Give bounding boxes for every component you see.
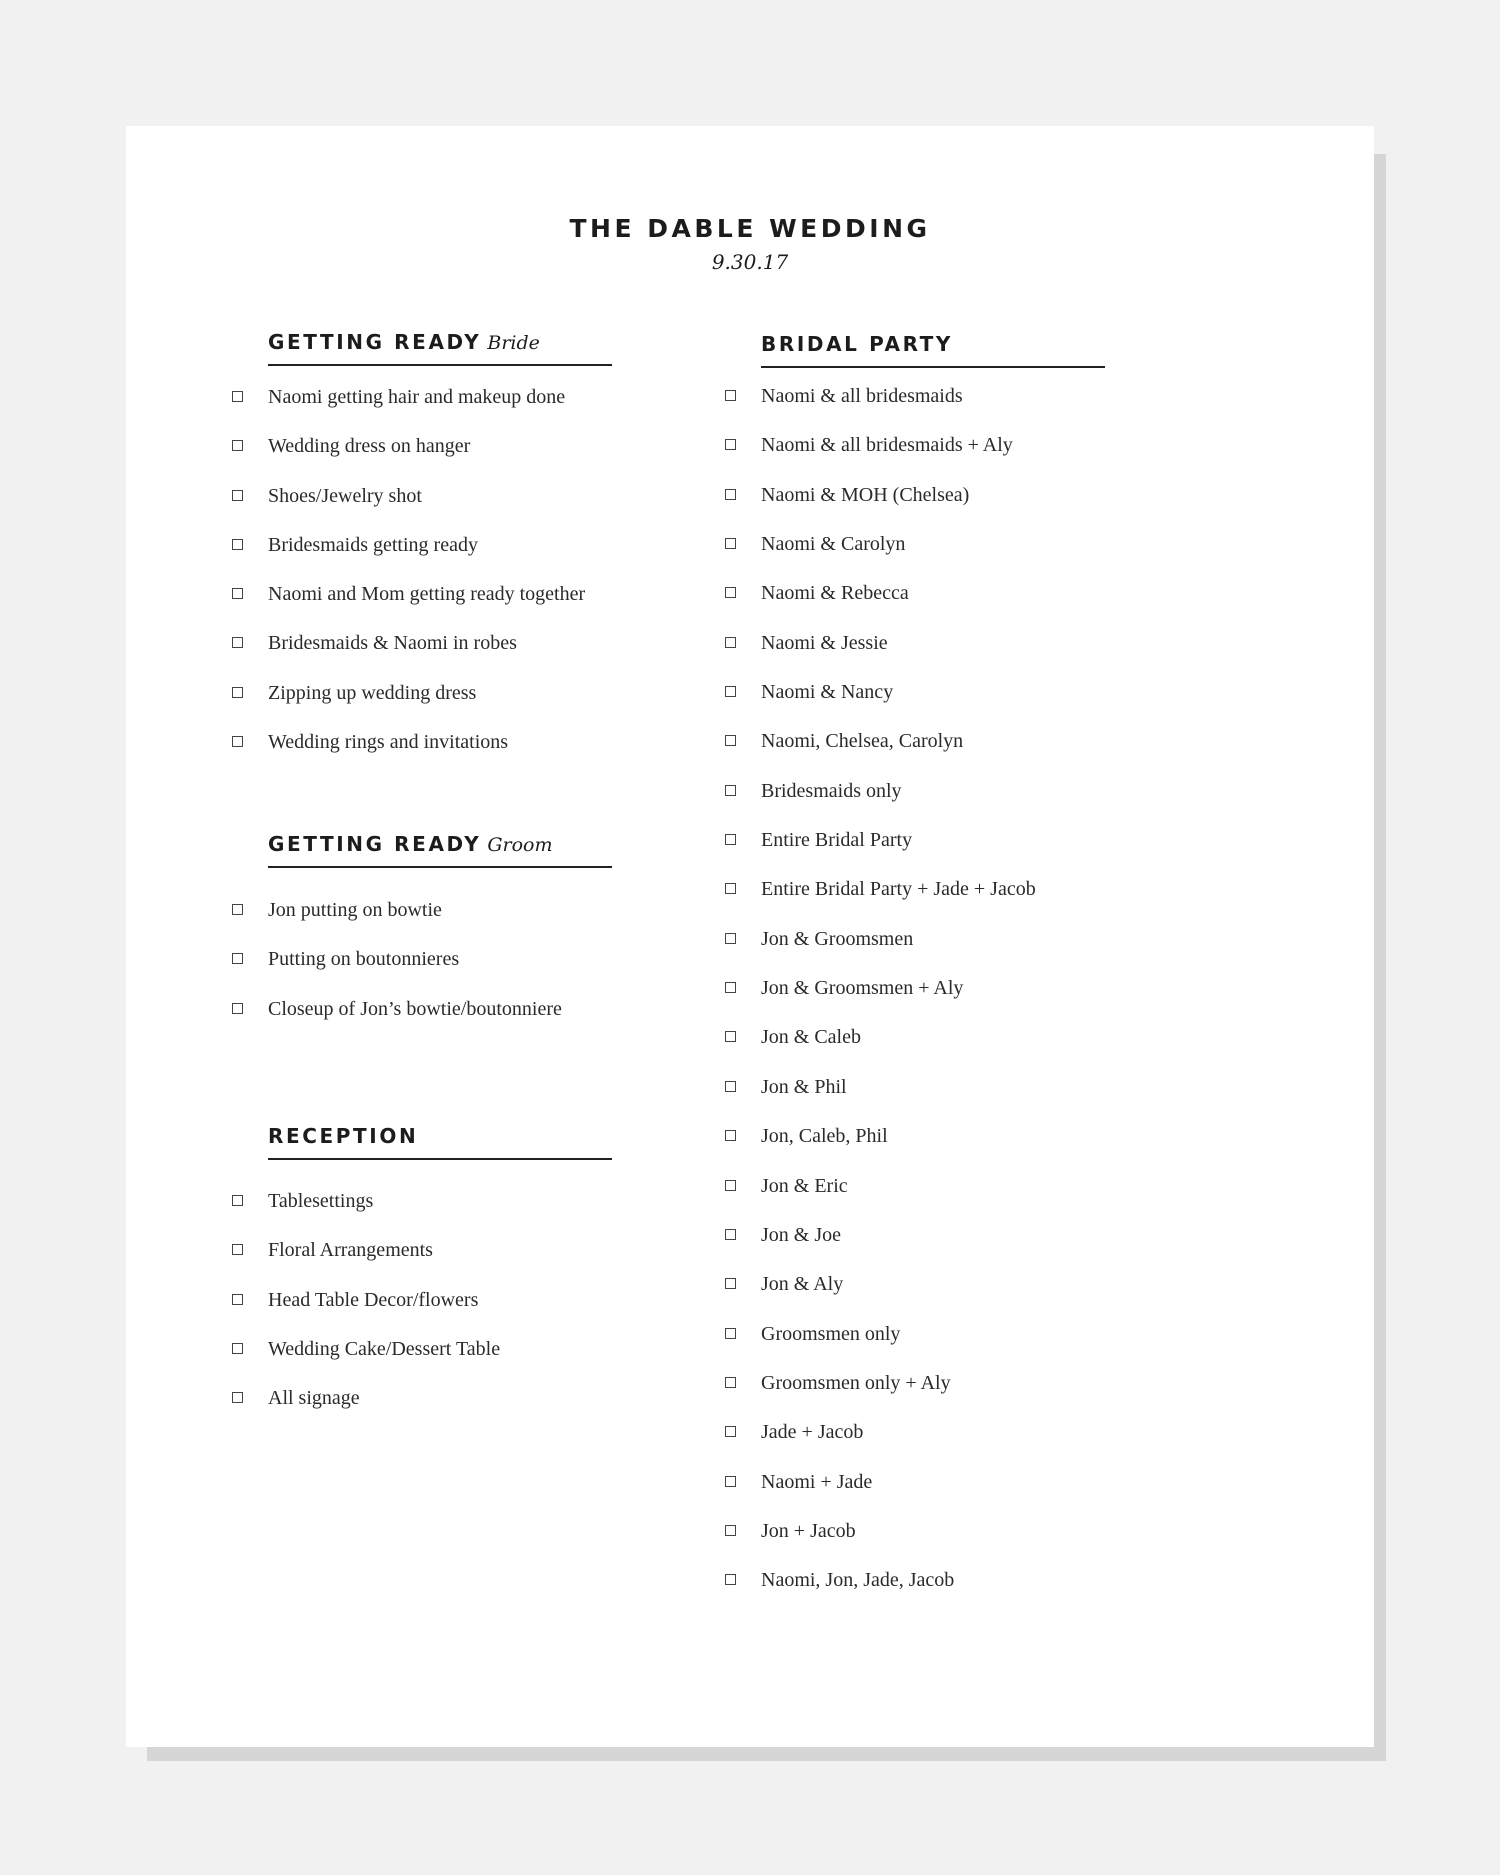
checklist-item-label: Jon & Caleb bbox=[761, 1026, 861, 1049]
checkbox[interactable] bbox=[725, 883, 736, 894]
document-title: THE DABLE WEDDING bbox=[569, 214, 931, 243]
checklist-item-label: Naomi getting hair and makeup done bbox=[268, 386, 566, 408]
checklist-item-label: Zipping up wedding dress bbox=[268, 681, 477, 704]
checkbox[interactable] bbox=[725, 982, 736, 993]
checkbox[interactable] bbox=[232, 440, 243, 451]
checkbox[interactable] bbox=[725, 834, 736, 845]
checklist-item-label: Putting on boutonnieres bbox=[268, 948, 460, 971]
checklist-item-label: Jon, Caleb, Phil bbox=[761, 1125, 888, 1148]
checkbox[interactable] bbox=[725, 1525, 736, 1536]
document-page bbox=[126, 126, 1374, 1747]
checkbox[interactable] bbox=[232, 1244, 243, 1255]
checkbox[interactable] bbox=[232, 588, 243, 599]
checkbox[interactable] bbox=[725, 686, 736, 697]
checkbox[interactable] bbox=[232, 953, 243, 964]
checkbox[interactable] bbox=[725, 637, 736, 648]
checkbox[interactable] bbox=[232, 391, 243, 402]
checkbox[interactable] bbox=[232, 539, 243, 550]
checkbox[interactable] bbox=[232, 1003, 243, 1014]
checkbox[interactable] bbox=[725, 538, 736, 549]
checklist-item-label: Jon & Eric bbox=[761, 1174, 848, 1197]
section-title: GETTING READY bbox=[268, 832, 482, 856]
checklist-item-label: Bridesmaids & Naomi in robes bbox=[268, 632, 517, 655]
checklist-item-label: Groomsmen only bbox=[761, 1322, 901, 1345]
checklist-item-label: Jon & Phil bbox=[761, 1075, 847, 1098]
document-date: 9.30.17 bbox=[711, 250, 789, 274]
checkbox[interactable] bbox=[725, 587, 736, 598]
checklist-item-label: All signage bbox=[268, 1387, 360, 1410]
checkbox[interactable] bbox=[725, 1328, 736, 1339]
checkbox[interactable] bbox=[725, 785, 736, 796]
checkbox[interactable] bbox=[232, 736, 243, 747]
checklist-item-label: Jade + Jacob bbox=[761, 1421, 864, 1444]
checklist-item-label: Wedding dress on hanger bbox=[268, 435, 471, 458]
section-subtitle: Groom bbox=[487, 834, 553, 856]
checklist-item-label: Naomi + Jade bbox=[761, 1470, 873, 1493]
checkbox[interactable] bbox=[232, 904, 243, 915]
checklist-item-label: Closeup of Jon’s bowtie/boutonniere bbox=[268, 997, 562, 1020]
checklist-item-label: Entire Bridal Party bbox=[761, 829, 913, 852]
checklist-item-label: Jon & Groomsmen bbox=[761, 927, 914, 950]
checkbox[interactable] bbox=[725, 1377, 736, 1388]
section-title: RECEPTION bbox=[268, 1124, 419, 1148]
checkbox[interactable] bbox=[232, 1195, 243, 1206]
checklist-item-label: Naomi & Carolyn bbox=[761, 533, 906, 556]
checklist-item-label: Naomi, Chelsea, Carolyn bbox=[761, 730, 964, 753]
checklist-item-label: Wedding Cake/Dessert Table bbox=[268, 1337, 501, 1360]
checkbox[interactable] bbox=[725, 489, 736, 500]
checklist-item-label: Jon + Jacob bbox=[761, 1519, 856, 1542]
checkbox[interactable] bbox=[725, 735, 736, 746]
checkbox[interactable] bbox=[725, 1426, 736, 1437]
checkbox[interactable] bbox=[232, 687, 243, 698]
checklist-item-label: Jon & Groomsmen + Aly bbox=[761, 977, 964, 1000]
checklist-item-label: Naomi and Mom getting ready together bbox=[268, 583, 586, 606]
section-title: GETTING READY bbox=[268, 330, 482, 354]
checklist-item-label: Naomi, Jon, Jade, Jacob bbox=[761, 1569, 955, 1592]
checkbox[interactable] bbox=[725, 1031, 736, 1042]
checkbox[interactable] bbox=[725, 933, 736, 944]
checklist-item-label: Naomi & all bridesmaids bbox=[761, 385, 963, 407]
checklist-item-label: Jon & Joe bbox=[761, 1223, 841, 1246]
checkbox[interactable] bbox=[232, 637, 243, 648]
checkbox[interactable] bbox=[725, 390, 736, 401]
checkbox[interactable] bbox=[725, 1229, 736, 1240]
section-header bbox=[268, 330, 612, 366]
checklist-item-label: Entire Bridal Party + Jade + Jacob bbox=[761, 878, 1036, 901]
section-header bbox=[761, 332, 1105, 368]
checkbox[interactable] bbox=[232, 1343, 243, 1354]
section-header bbox=[268, 1124, 612, 1160]
section-title: BRIDAL PARTY bbox=[761, 332, 954, 356]
checklist-item-label: Tablesettings bbox=[268, 1190, 374, 1212]
checkbox[interactable] bbox=[725, 1130, 736, 1141]
checkbox[interactable] bbox=[725, 1081, 736, 1092]
checklist-item-label: Naomi & all bridesmaids + Aly bbox=[761, 434, 1013, 457]
checklist-item-label: Head Table Decor/flowers bbox=[268, 1288, 479, 1311]
checklist-item-label: Jon putting on bowtie bbox=[268, 899, 442, 921]
checkbox[interactable] bbox=[232, 1392, 243, 1403]
checkbox[interactable] bbox=[725, 1180, 736, 1191]
checklist-item-label: Bridesmaids getting ready bbox=[268, 533, 478, 556]
section-header bbox=[268, 832, 612, 868]
checklist-item-label: Jon & Aly bbox=[761, 1273, 844, 1296]
checklist-item-label: Naomi & MOH (Chelsea) bbox=[761, 483, 970, 506]
checklist-item-label: Bridesmaids only bbox=[761, 779, 902, 802]
checkbox[interactable] bbox=[725, 1476, 736, 1487]
checkbox[interactable] bbox=[725, 1574, 736, 1585]
checklist-item-label: Naomi & Nancy bbox=[761, 681, 894, 704]
checkbox[interactable] bbox=[232, 1294, 243, 1305]
checklist-item-label: Shoes/Jewelry shot bbox=[268, 484, 422, 507]
checklist-item-label: Wedding rings and invitations bbox=[268, 731, 509, 754]
checklist-item-label: Naomi & Jessie bbox=[761, 631, 888, 654]
checklist-item-label: Floral Arrangements bbox=[268, 1239, 433, 1262]
checkbox[interactable] bbox=[725, 439, 736, 450]
checkbox[interactable] bbox=[725, 1278, 736, 1289]
checklist-item-label: Groomsmen only + Aly bbox=[761, 1371, 951, 1394]
checkbox[interactable] bbox=[232, 490, 243, 501]
checklist-item-label: Naomi & Rebecca bbox=[761, 582, 909, 605]
section-subtitle: Bride bbox=[487, 332, 540, 354]
